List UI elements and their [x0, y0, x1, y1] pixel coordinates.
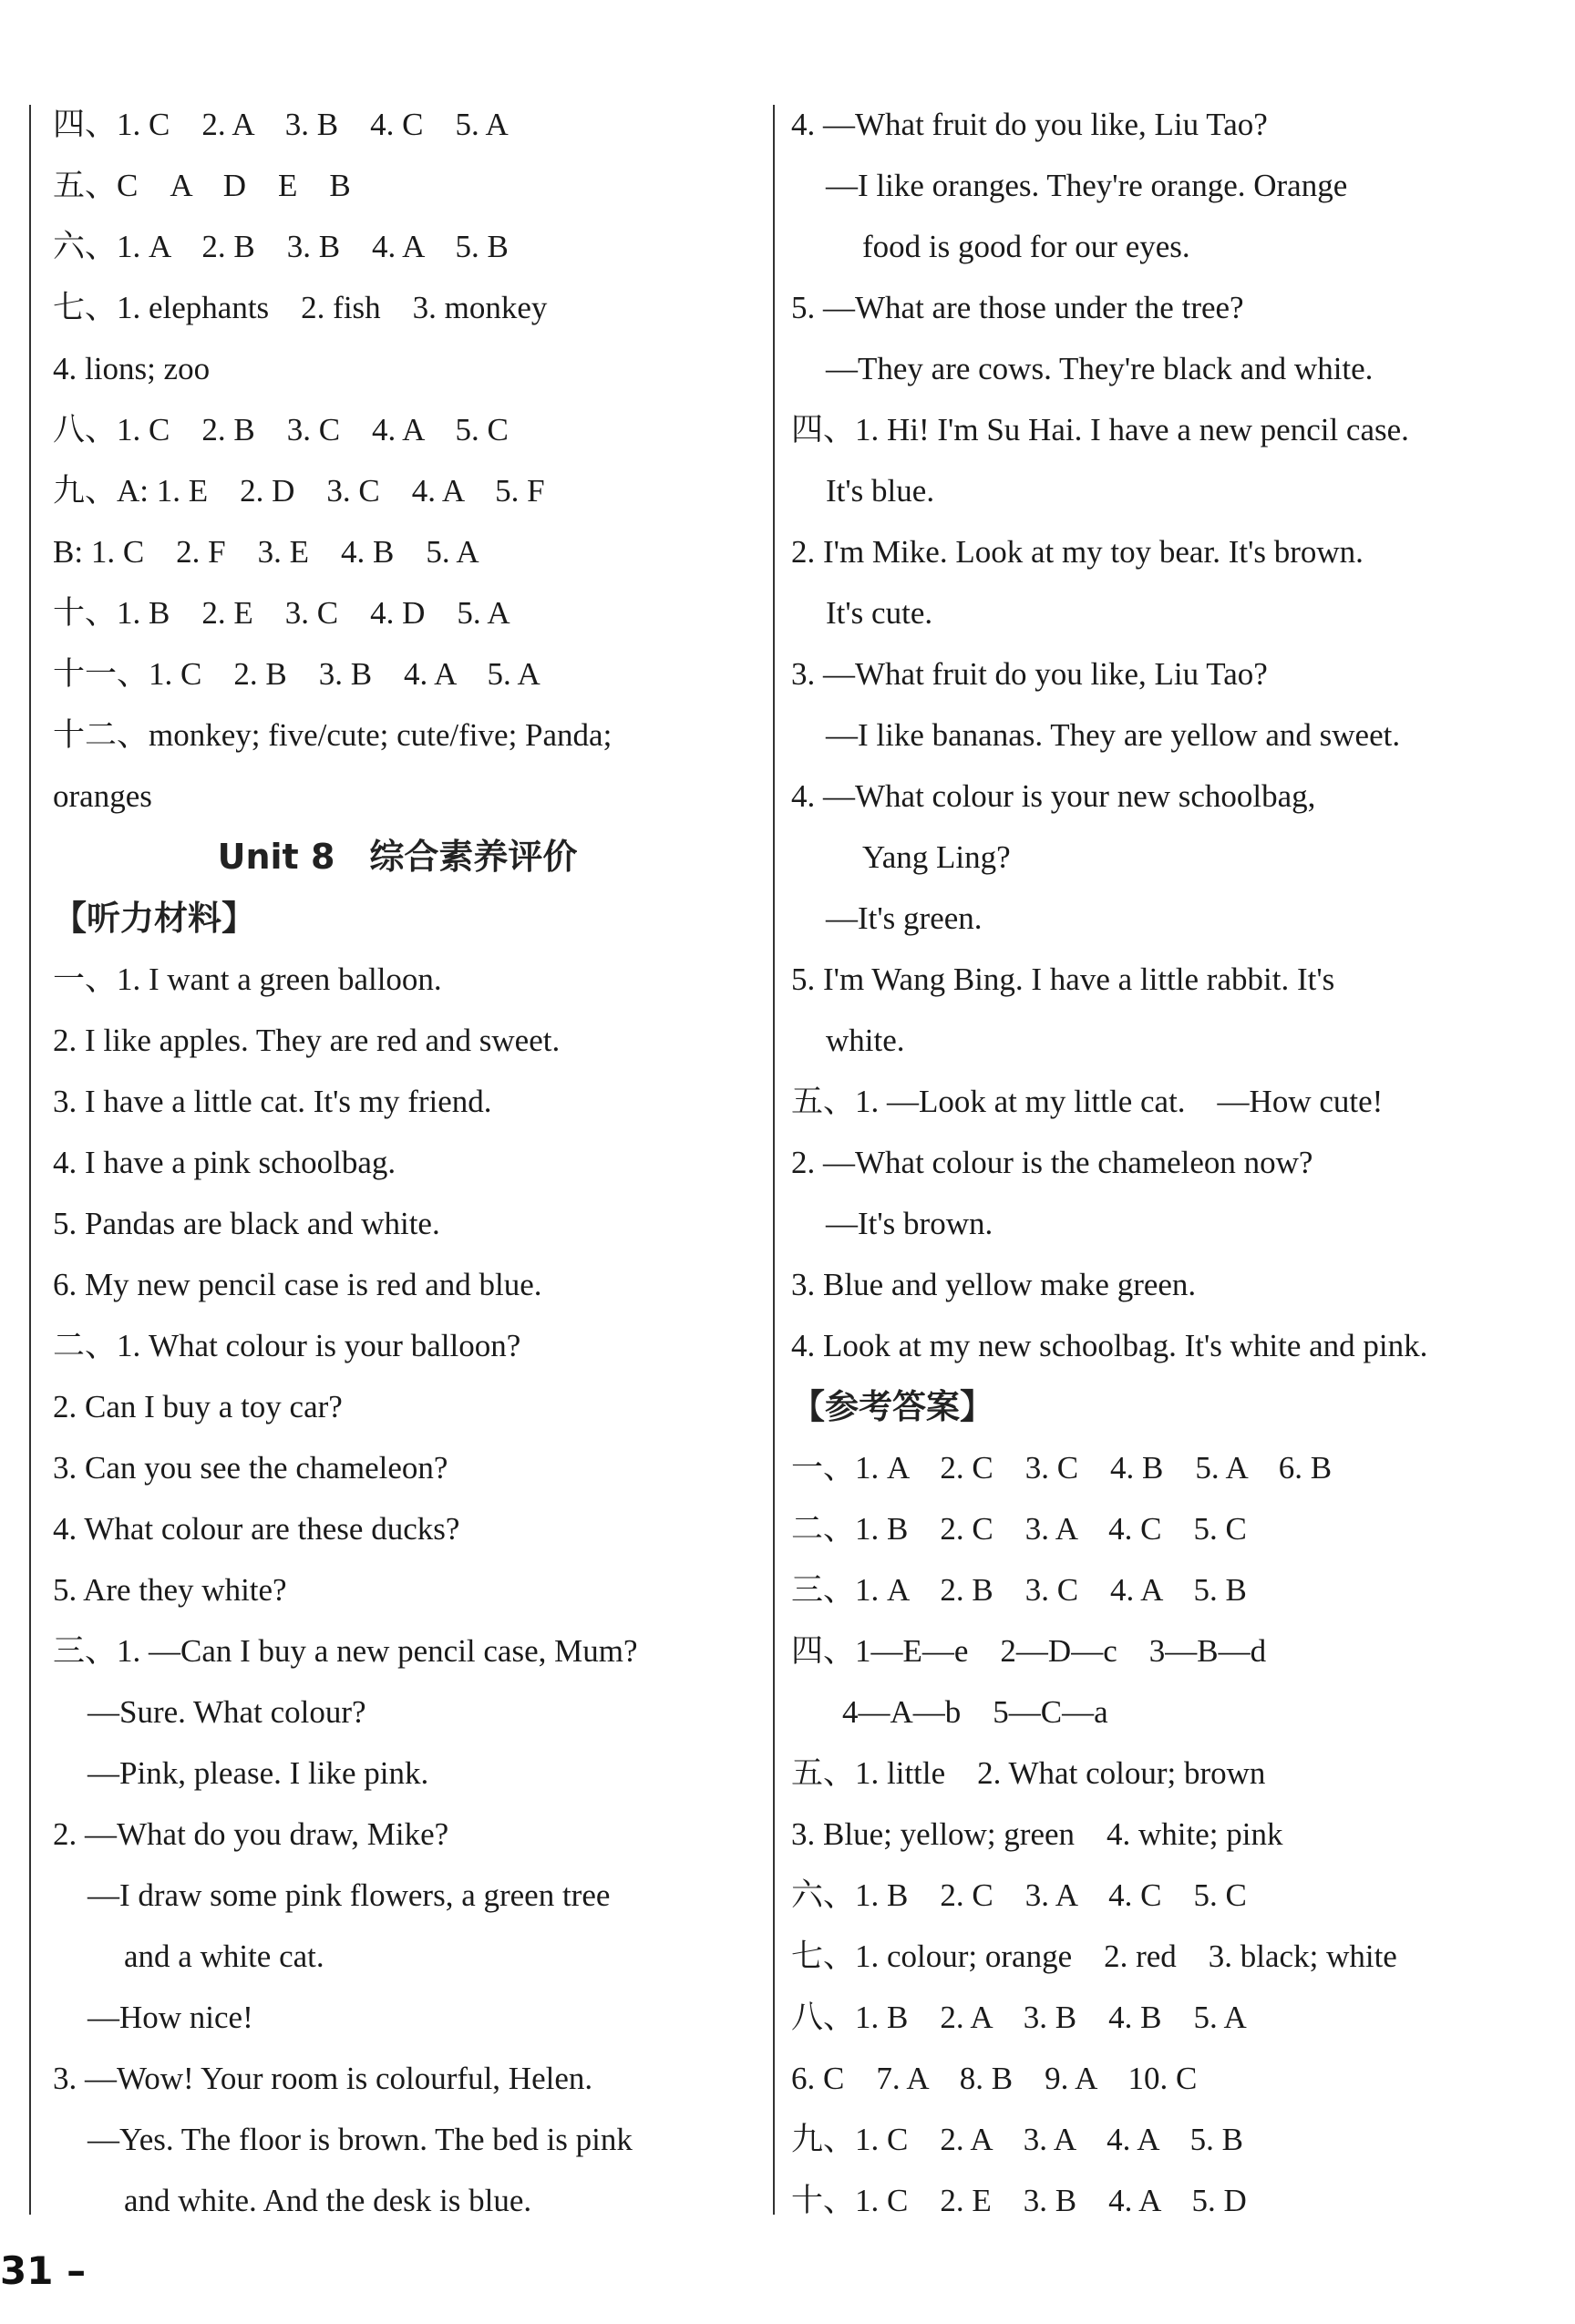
answer-line: 十一、1. C 2. B 3. B 4. A 5. A	[53, 656, 540, 692]
answer-line: 6. C 7. A 8. B 9. A 10. C	[791, 2061, 1198, 2096]
listening-line: food is good for our eyes.	[862, 229, 1190, 264]
answer-line: 五、C A D E B	[53, 168, 351, 203]
listening-line: —Yes. The floor is brown. The bed is pink	[88, 2122, 633, 2157]
left-column	[53, 94, 742, 2231]
listening-line: 5. I'm Wang Bing. I have a little rabbit. It's	[791, 961, 1335, 997]
listening-line: —I draw some pink flowers, a green tree	[88, 1877, 611, 1913]
answers-section-title: 【参考答案】	[791, 1387, 993, 1426]
right-column	[791, 94, 1484, 2231]
listening-line: white.	[826, 1023, 905, 1058]
listening-line: Yang Ling?	[862, 839, 1011, 875]
listening-line: and a white cat.	[124, 1938, 324, 1974]
answer-line: 五、1. little 2. What colour; brown	[791, 1755, 1266, 1791]
listening-line: 五、1. —Look at my little cat. —How cute!	[791, 1084, 1384, 1119]
listening-line: —I like bananas. They are yellow and sweet.	[826, 717, 1401, 753]
listening-line: —I like oranges. They're orange. Orange	[826, 168, 1348, 203]
listening-line: It's cute.	[826, 595, 933, 631]
answer-line: 六、1. B 2. C 3. A 4. C 5. C	[791, 1877, 1247, 1913]
answer-line: 九、A: 1. E 2. D 3. C 4. A 5. F	[53, 473, 545, 509]
answer-line: 七、1. elephants 2. fish 3. monkey	[53, 290, 548, 325]
listening-line: 2. —What do you draw, Mike?	[53, 1816, 449, 1852]
listening-line: —It's brown.	[826, 1206, 993, 1241]
listening-line: 2. I like apples. They are red and sweet.	[53, 1023, 561, 1058]
listening-line: 二、1. What colour is your balloon?	[53, 1328, 521, 1363]
listening-line: 一、1. I want a green balloon.	[53, 961, 442, 997]
page-number: 31 –	[0, 2248, 87, 2293]
listening-line: 3. —Wow! Your room is colourful, Helen.	[53, 2061, 593, 2096]
listening-line: 3. I have a little cat. It's my friend.	[53, 1084, 492, 1119]
listening-line: —Sure. What colour?	[88, 1694, 366, 1730]
listening-line: —Pink, please. I like pink.	[88, 1755, 429, 1791]
answer-line: 八、1. C 2. B 3. C 4. A 5. C	[53, 412, 509, 447]
answer-line: 三、1. A 2. B 3. C 4. A 5. B	[791, 1572, 1247, 1608]
listening-line: 3. Blue and yellow make green.	[791, 1267, 1197, 1302]
listening-line: —They are cows. They're black and white.	[826, 351, 1374, 386]
answer-line: 八、1. B 2. A 3. B 4. B 5. A	[791, 2000, 1247, 2035]
answer-line: 四、1—E—e 2—D—c 3—B—d	[791, 1633, 1267, 1669]
answer-line: 十、1. C 2. E 3. B 4. A 5. D	[791, 2183, 1247, 2218]
unit-heading: Unit 8 综合素养评价	[217, 837, 578, 877]
listening-section-title: 【听力材料】	[53, 899, 255, 938]
listening-line: 四、1. Hi! I'm Su Hai. I have a new pencil case.	[791, 412, 1409, 447]
listening-line: 6. My new pencil case is red and blue.	[53, 1267, 542, 1302]
listening-line: —How nice!	[88, 2000, 253, 2035]
column-divider	[773, 105, 775, 2215]
answer-line: 4—A—b 5—C—a	[842, 1694, 1108, 1730]
listening-line: 2. Can I buy a toy car?	[53, 1389, 343, 1424]
listening-line: and white. And the desk is blue.	[124, 2183, 532, 2218]
answer-line: 4. lions; zoo	[53, 351, 211, 386]
listening-line: 4. Look at my new schoolbag. It's white and pink.	[791, 1328, 1428, 1363]
answer-line: 九、1. C 2. A 3. A 4. A 5. B	[791, 2122, 1243, 2157]
answer-line: 六、1. A 2. B 3. B 4. A 5. B	[53, 229, 509, 264]
listening-line: 3. Can you see the chameleon?	[53, 1450, 448, 1486]
answer-line: 四、1. C 2. A 3. B 4. C 5. A	[53, 107, 509, 142]
answer-line: 七、1. colour; orange 2. red 3. black; white	[791, 1938, 1397, 1974]
listening-line: 4. —What fruit do you like, Liu Tao?	[791, 107, 1268, 142]
listening-line: 4. I have a pink schoolbag.	[53, 1145, 396, 1180]
answer-line: 二、1. B 2. C 3. A 4. C 5. C	[791, 1511, 1247, 1547]
listening-line: It's blue.	[826, 473, 935, 509]
answer-line: oranges	[53, 778, 152, 814]
listening-line: 3. —What fruit do you like, Liu Tao?	[791, 656, 1268, 692]
listening-line: 5. Pandas are black and white.	[53, 1206, 440, 1241]
answer-line: 十二、monkey; five/cute; cute/five; Panda;	[53, 717, 612, 753]
listening-line: 5. —What are those under the tree?	[791, 290, 1244, 325]
answer-line: B: 1. C 2. F 3. E 4. B 5. A	[53, 534, 479, 570]
answer-line: 一、1. A 2. C 3. C 4. B 5. A 6. B	[791, 1450, 1333, 1486]
left-margin-rule	[29, 105, 31, 2215]
answer-line: 十、1. B 2. E 3. C 4. D 5. A	[53, 595, 510, 631]
listening-line: 4. —What colour is your new schoolbag,	[791, 778, 1316, 814]
listening-line: 4. What colour are these ducks?	[53, 1511, 460, 1547]
listening-line: 2. —What colour is the chameleon now?	[791, 1145, 1313, 1180]
listening-line: 三、1. —Can I buy a new pencil case, Mum?	[53, 1633, 638, 1669]
answer-line: 3. Blue; yellow; green 4. white; pink	[791, 1816, 1283, 1852]
listening-line: —It's green.	[826, 900, 983, 936]
listening-line: 2. I'm Mike. Look at my toy bear. It's brown.	[791, 534, 1364, 570]
listening-line: 5. Are they white?	[53, 1572, 287, 1608]
